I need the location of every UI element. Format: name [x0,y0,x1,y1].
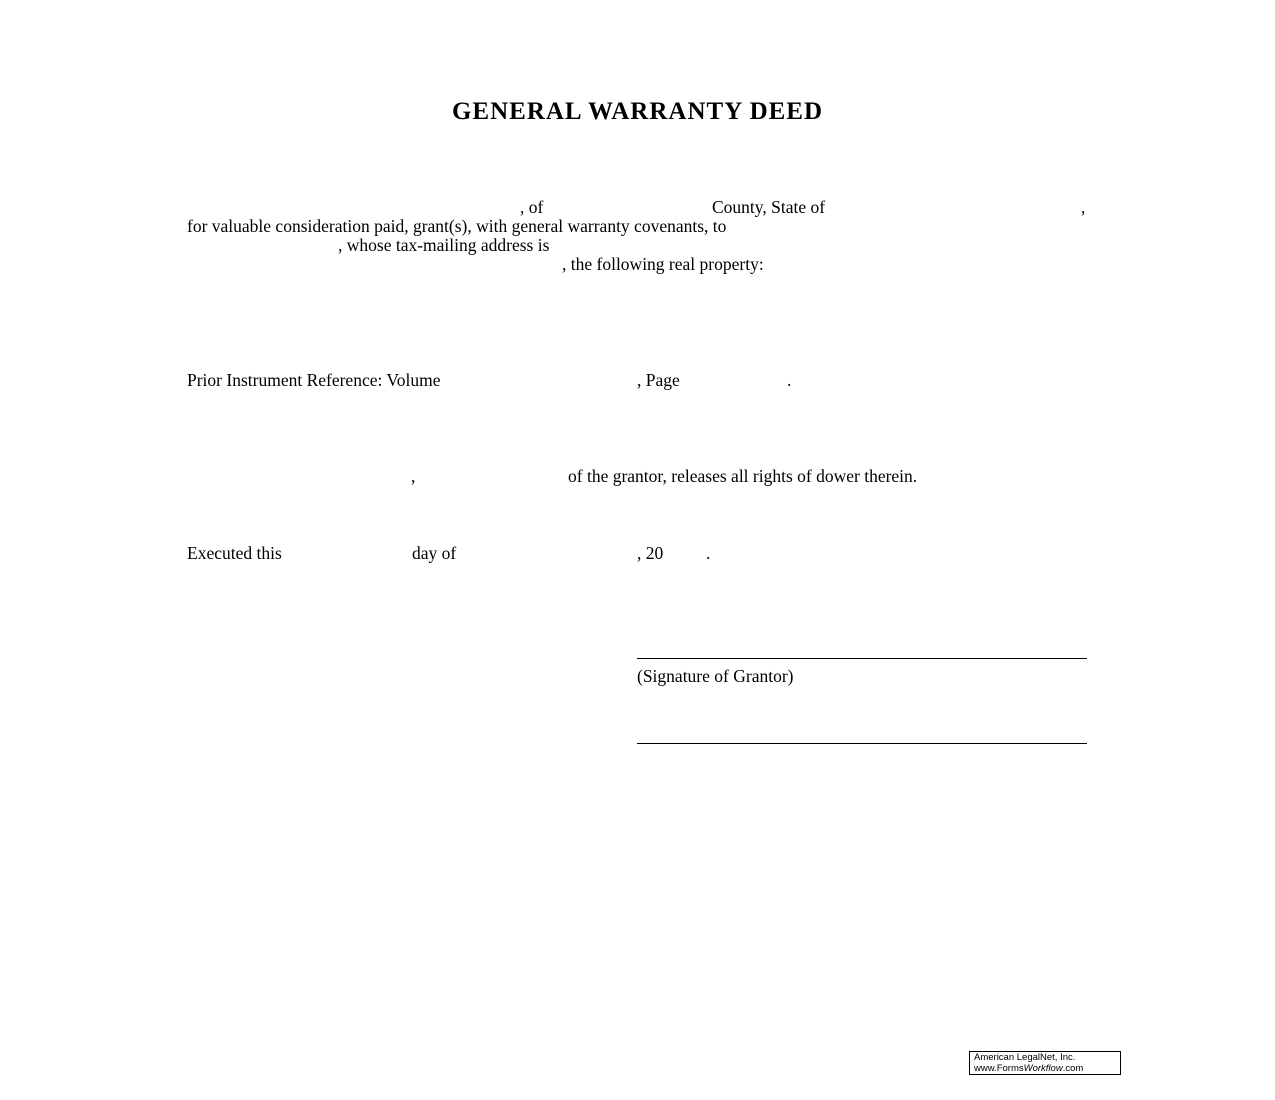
consideration-text: for valuable consideration paid, grant(s), with general warranty covenants, to [187,216,727,236]
grantor-signature-caption: (Signature of Grantor) [637,666,794,686]
second-signature-line [637,743,1087,744]
document-title: GENERAL WARRANTY DEED [451,98,824,125]
dower-comma: , [411,466,416,486]
footer-company: American LegalNet, Inc. [974,1052,1076,1063]
footer-url-italic: Workflow [1023,1062,1063,1074]
county-state-text: County, State of [712,197,826,217]
grantor-signature-line [637,658,1087,659]
year-prefix: , 20 [637,543,664,563]
prior-instrument-label: Prior Instrument Reference: Volume [187,370,441,390]
publisher-footer [969,1051,1121,1075]
dower-release-text: of the grantor, releases all rights of dower therein. [568,466,918,486]
footer-url-suffix: .com [1062,1062,1084,1074]
footer-url-prefix: www.Forms [974,1062,1024,1074]
tax-mailing-text: , whose tax-mailing address is [338,235,550,255]
executed-label: Executed this [187,543,282,563]
prior-instrument-period: . [787,370,792,390]
following-property-text: , the following real property: [562,254,764,274]
grant-trailing-comma: , [1081,197,1086,217]
grantor-of-text: , of [520,197,544,217]
day-of-label: day of [412,543,457,563]
execution-period: . [706,543,711,563]
prior-instrument-page-label: , Page [637,370,680,390]
